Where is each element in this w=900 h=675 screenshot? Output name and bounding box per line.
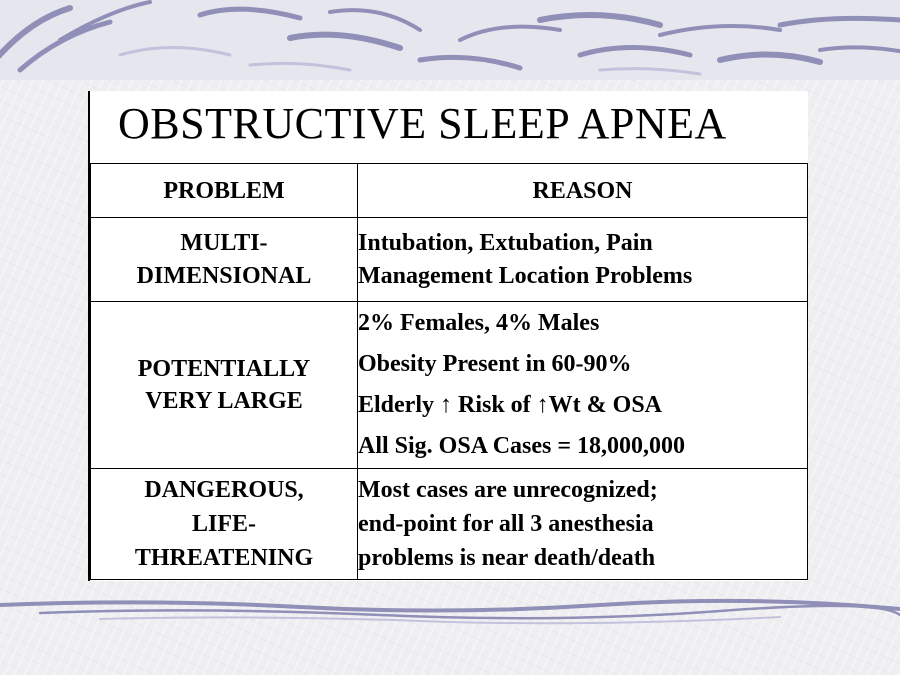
problem-line: MULTI- bbox=[180, 229, 268, 256]
reason-line: 2% Females, 4% Males bbox=[358, 310, 600, 336]
problem-line: DANGEROUS, bbox=[144, 477, 304, 503]
header-reason: REASON bbox=[358, 164, 808, 218]
problem-cell bbox=[91, 218, 358, 302]
reason-line: Most cases are unrecognized; bbox=[358, 477, 658, 503]
reason-line: Intubation, Extubation, Pain bbox=[358, 229, 653, 256]
problem-cell bbox=[91, 469, 358, 580]
decorative-swirl-band-bottom bbox=[0, 595, 900, 625]
reason-line: Elderly ↑ Risk of ↑Wt & OSA bbox=[358, 392, 663, 418]
problem-line: THREATENING bbox=[134, 545, 314, 571]
table-row bbox=[91, 302, 808, 469]
problem-line: VERY LARGE bbox=[145, 388, 303, 414]
table-header-row bbox=[91, 164, 808, 218]
slide-title: OBSTRUCTIVE SLEEP APNEA bbox=[118, 99, 727, 148]
problem-line: LIFE- bbox=[191, 511, 256, 537]
table-row bbox=[91, 218, 808, 302]
decorative-swirl-band-top bbox=[0, 0, 900, 80]
header-problem: PROBLEM bbox=[91, 164, 358, 218]
reason-cell bbox=[358, 302, 808, 469]
reason-line: problems is near death/death bbox=[358, 545, 656, 571]
reason-line: Management Location Problems bbox=[358, 262, 693, 289]
reason-line: All Sig. OSA Cases = 18,000,000 bbox=[358, 433, 686, 459]
reason-cell bbox=[358, 469, 808, 580]
reason-cell bbox=[358, 218, 808, 302]
reason-line: Obesity Present in 60-90% bbox=[358, 351, 632, 377]
problem-cell bbox=[91, 302, 358, 469]
reason-line: end-point for all 3 anesthesia bbox=[358, 511, 654, 537]
problem-line: POTENTIALLY bbox=[137, 356, 311, 382]
problem-line: DIMENSIONAL bbox=[136, 262, 312, 289]
osa-table bbox=[90, 163, 808, 580]
table-row bbox=[91, 469, 808, 580]
